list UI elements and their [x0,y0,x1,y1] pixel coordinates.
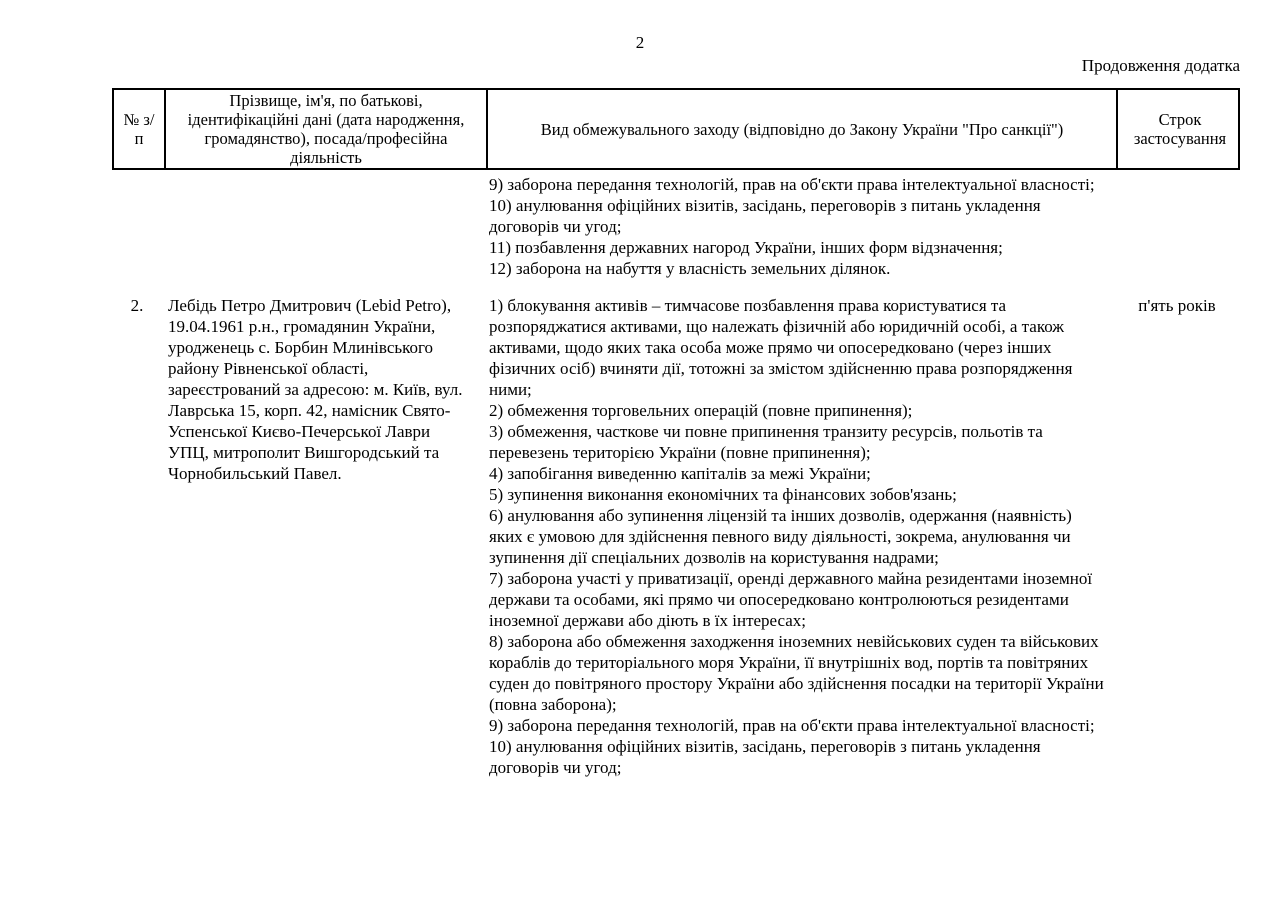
measure-item: 2) обмеження торговельних операцій (повне припинення); [489,401,913,420]
table-row-continuation [112,174,1240,279]
page-number: 2 [635,33,645,52]
measure-item: 4) запобігання виведенню капіталів за межі України; [489,464,871,483]
measure-item: 9) заборона передання технологій, прав на об'єкти права інтелектуальної власності; [489,716,1095,735]
header-cell-term: Строк застосування [1116,90,1242,168]
header-cell-num: № з/п [123,110,155,148]
table-row [112,295,1240,778]
row-number [112,174,162,279]
term-value [1114,174,1240,279]
person-details [162,174,484,279]
measure-item: 6) анулювання або зупинення ліцензій та інших дозволів, одержання (наявність) яких є умовою для здійснення певного виду діяльності, зокрема, анулювання чи зупинення дії спеціальних дозволів на користування надрами; [489,506,1072,567]
measure-item: 7) заборона участі у приватизації, оренді державного майна резидентами іноземної держави та особами, які прямо чи опосередковано контролюються резидентами іноземної держави або діють в їх інтересах; [489,569,1093,630]
measure-item: 1) блокування активів – тимчасове позбавлення права користуватися та розпоряджатися активами, що належать фізичній або юридичній особі, а також активами, щодо яких така особа може прямо чи опосередковано (через інших фізичних осіб) вчиняти дії, тотожні за змістом здійсненню права розпорядження ними; [489,296,1073,399]
measure-item: 12) заборона на набуття у власність земельних ділянок. [489,259,891,278]
measures-list [484,295,1114,778]
measure-item: 3) обмеження, часткове чи повне припинення транзиту ресурсів, польотів та перевезень територією України (повне припинення); [489,422,1043,462]
measure-item: 8) заборона або обмеження заходження іноземних невійськових суден та військових кораблів до територіального моря України, її внутрішніх вод, портів та повітряних суден до повітряного простору України або здійснення посадки на території України (повна заборона); [489,632,1104,714]
measure-item: 9) заборона передання технологій, прав на об'єкти права інтелектуальної власності; [489,175,1095,194]
continuation-note: Продовження додатка [1081,56,1240,75]
table-header-row [112,88,1240,170]
measure-item: 5) зупинення виконання економічних та фінансових зобов'язань; [489,485,957,504]
sanctions-table [112,88,1240,778]
measure-item: 10) анулювання офіційних візитів, засідань, переговорів з питань укладення договорів чи угод; [489,196,1041,236]
measure-item: 10) анулювання офіційних візитів, засідань, переговорів з питань укладення договорів чи угод; [489,737,1041,777]
measures-list [484,174,1114,279]
header-cell-measure: Вид обмежувального заходу (відповідно до Закону України "Про санкції") [486,90,1116,168]
row-number: 2. [130,296,144,315]
person-details: Лебідь Петро Дмитрович (Lebid Petro), 19.04.1961 р.н., громадянин України, уродженець с. Борбин Млинівського району Рівненської області, зареєстрований за адресою: м. Київ, вул. Лаврська 15, корп. 42, намісник Свято-Успенської Києво-Печерської Лаври УПЦ, митрополит Вишгородський та Чорнобильський Павел. [168,296,463,483]
measure-item: 11) позбавлення державних нагород України, інших форм відзначення; [489,238,1003,257]
term-value: п'ять років [1138,296,1216,315]
header-cell-person: Прізвище, ім'я, по батькові, ідентифікаційні дані (дата народження, громадянство), посада/професійна діяльність [164,90,486,168]
